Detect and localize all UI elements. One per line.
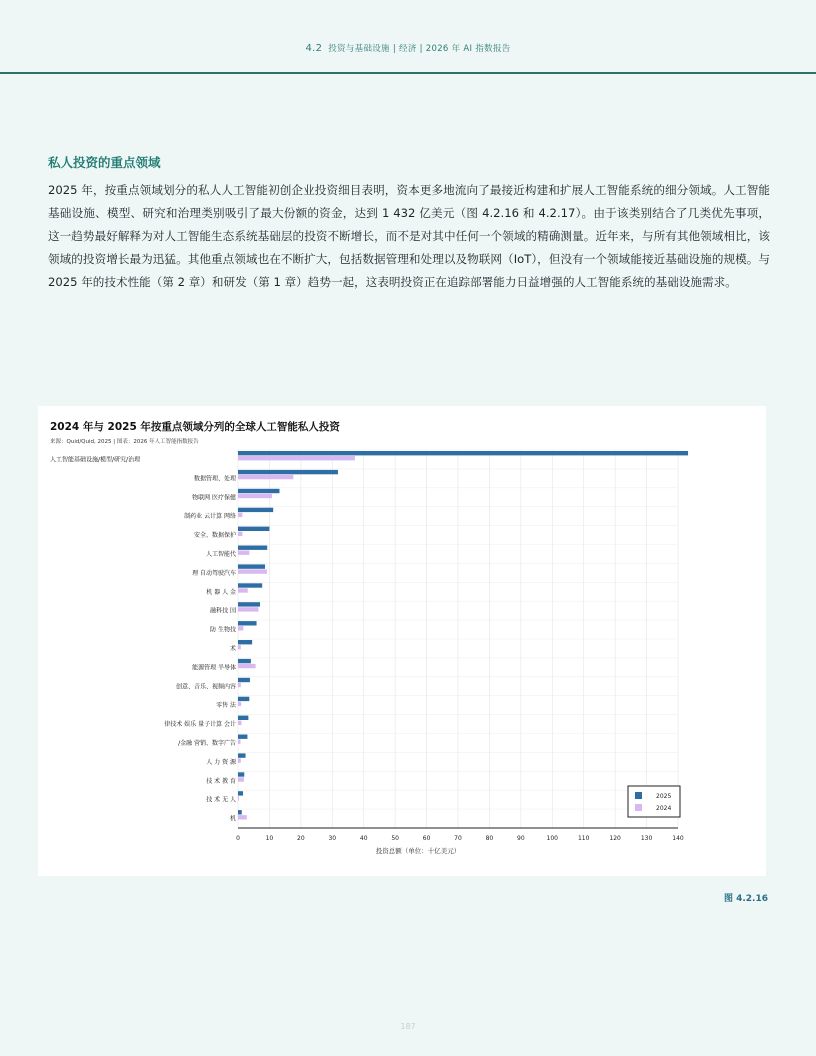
bar-2025-8 — [238, 602, 260, 606]
x-tick-label: 40 — [359, 835, 368, 842]
bar-2025-3 — [238, 508, 273, 512]
x-tick-label: 0 — [236, 835, 240, 842]
bar-2025-7 — [238, 583, 262, 587]
bar-2024-16 — [238, 758, 241, 762]
y-category-label: 安全、数据保护 — [193, 532, 236, 540]
bar-2024-13 — [238, 702, 241, 706]
legend-label-2025: 2025 — [656, 793, 672, 800]
x-tick-label: 110 — [577, 835, 590, 842]
y-category-label: 创意、音乐、视频内容 — [175, 683, 236, 691]
page-header — [0, 0, 816, 74]
y-category-label: 能源管理 半导体 — [192, 664, 236, 672]
bar-2025-19 — [238, 810, 242, 814]
y-category-label: 机 — [229, 815, 236, 823]
x-tick-label: 60 — [422, 835, 431, 842]
bar-2025-14 — [238, 716, 248, 720]
bar-2024-19 — [238, 815, 247, 819]
bar-2025-12 — [238, 678, 250, 682]
bar-2025-1 — [238, 470, 338, 474]
header-title: 投资与基础设施 | 经济 | 2026 年 AI 指数报告 — [328, 44, 511, 54]
y-category-label: 人 力 资 源 — [206, 758, 236, 766]
y-category-label: 理 自动驾驶汽车 — [192, 569, 236, 577]
y-category-label: 物联网 医疗保健 — [192, 494, 236, 502]
chart-card — [38, 406, 766, 876]
x-axis-ticks — [236, 835, 684, 842]
bar-2025-15 — [238, 735, 247, 739]
page-number: 187 — [400, 1022, 416, 1031]
bar-2025-2 — [238, 489, 279, 493]
bar-2024-18 — [238, 796, 239, 800]
bar-2024-12 — [238, 683, 241, 687]
figure-label: 图 4.2.16 — [723, 894, 768, 904]
y-category-label: 制药业 云计算 网络 — [184, 513, 236, 521]
x-tick-label: 70 — [454, 835, 462, 842]
chart-title: 2024 年与 2025 年按重点领域分列的全球人工智能私人投资 — [50, 421, 340, 433]
bar-2025-6 — [238, 564, 265, 568]
chart-grid — [238, 450, 678, 828]
x-tick-label: 20 — [297, 835, 305, 842]
x-tick-label: 30 — [328, 835, 337, 842]
bar-2024-15 — [238, 740, 241, 744]
bar-chart — [38, 406, 766, 876]
y-category-label: /金融 营销、数字广告 — [178, 739, 236, 747]
bar-2024-9 — [238, 626, 243, 630]
bar-2025-17 — [238, 772, 244, 776]
bar-2024-14 — [238, 721, 241, 725]
y-category-label: 技 术 教 育 — [206, 777, 236, 785]
bar-2025-18 — [238, 791, 243, 795]
bar-2024-1 — [238, 475, 293, 479]
legend-swatch-2024 — [635, 804, 642, 811]
bar-2025-11 — [238, 659, 251, 663]
chart-source: 来源：Quid/Quid, 2025 | 图表：2026 年人工智能指数报告 — [50, 439, 199, 445]
y-category-label: 机 器 人 金 — [206, 588, 236, 596]
x-tick-label: 80 — [485, 835, 494, 842]
y-category-label: 律技术 娱乐 量子计算 会计 — [164, 721, 236, 729]
chart-legend — [628, 786, 680, 817]
section-number: 4.2 — [305, 43, 323, 54]
y-category-label: 人工智能基础设施/模型/研究/治理 — [50, 456, 141, 464]
x-tick-label: 130 — [640, 835, 653, 842]
legend-box — [628, 786, 680, 817]
y-category-label: 技 术 无 人 — [206, 796, 236, 804]
bar-2025-10 — [238, 640, 252, 644]
x-tick-label: 10 — [265, 835, 274, 842]
bar-2025-16 — [238, 753, 246, 757]
bar-2025-5 — [238, 546, 267, 550]
y-category-label: 数据管理、处理 — [193, 475, 236, 483]
section-title: 私人投资的重点领域 — [48, 155, 161, 170]
y-axis-labels — [50, 455, 237, 822]
bar-2024-2 — [238, 494, 272, 498]
legend-swatch-2025 — [635, 792, 642, 799]
y-category-label: 融科技 国 — [210, 607, 236, 615]
body-paragraph: 2025 年，按重点领域划分的私人人工智能初创企业投资细目表明，资本更多地流向了最接近构建和扩展人工智能系统的细分领域。人工智能基础设施、模型、研究和治理类别吸引了最大份额的资金，达到 1 432 亿美元（图 4.2.16 和 4.2.17）。由于该类别结合了几类优先事项，这一趋势最好解释为对人工智能生态系统基础层的投资不断增长，而不是对其中任何一个领域的精确测量。近年来，与所有其他领域相比，该领域的投资增长最为迅猛。其他重点领域也在不断扩大，包括数据管理和处理以及物联网（IoT），但没有一个领域能接近基础设施的规模。与 2025 年的技术性能（第 2 章）和研发（第 1 章）趋势一起，这表明投资正在追踪部署能力日益增强的人工智能系统的基础设施需求。 — [48, 183, 770, 289]
x-tick-label: 120 — [609, 835, 621, 842]
bar-2024-0 — [238, 456, 355, 460]
x-tick-label: 90 — [517, 835, 525, 842]
header-text — [0, 42, 816, 54]
y-category-label: 术 — [229, 645, 236, 653]
bar-2024-6 — [238, 569, 267, 573]
x-tick-label: 140 — [672, 835, 684, 842]
y-category-label: 零售 法 — [216, 702, 236, 710]
bar-2025-13 — [238, 697, 249, 701]
chart-bars — [238, 451, 688, 820]
x-tick-label: 100 — [546, 835, 559, 842]
bar-2024-7 — [238, 588, 248, 592]
bar-2024-11 — [238, 664, 256, 668]
y-category-label: 人工智能代 — [205, 550, 236, 558]
bar-2024-10 — [238, 645, 241, 649]
x-tick-label: 50 — [391, 835, 399, 842]
bar-2025-0 — [238, 451, 688, 455]
bar-2025-9 — [238, 621, 257, 625]
bar-2024-5 — [238, 551, 249, 555]
y-category-label: 防 生物技 — [210, 626, 236, 634]
bar-2024-3 — [238, 513, 242, 517]
bar-2025-4 — [238, 527, 269, 531]
x-axis-label: 投资总额（单位：十亿美元） — [375, 847, 461, 855]
bar-2024-4 — [238, 532, 242, 536]
legend-label-2024: 2024 — [656, 805, 672, 812]
bar-2024-8 — [238, 607, 258, 611]
bar-2024-17 — [238, 777, 244, 781]
